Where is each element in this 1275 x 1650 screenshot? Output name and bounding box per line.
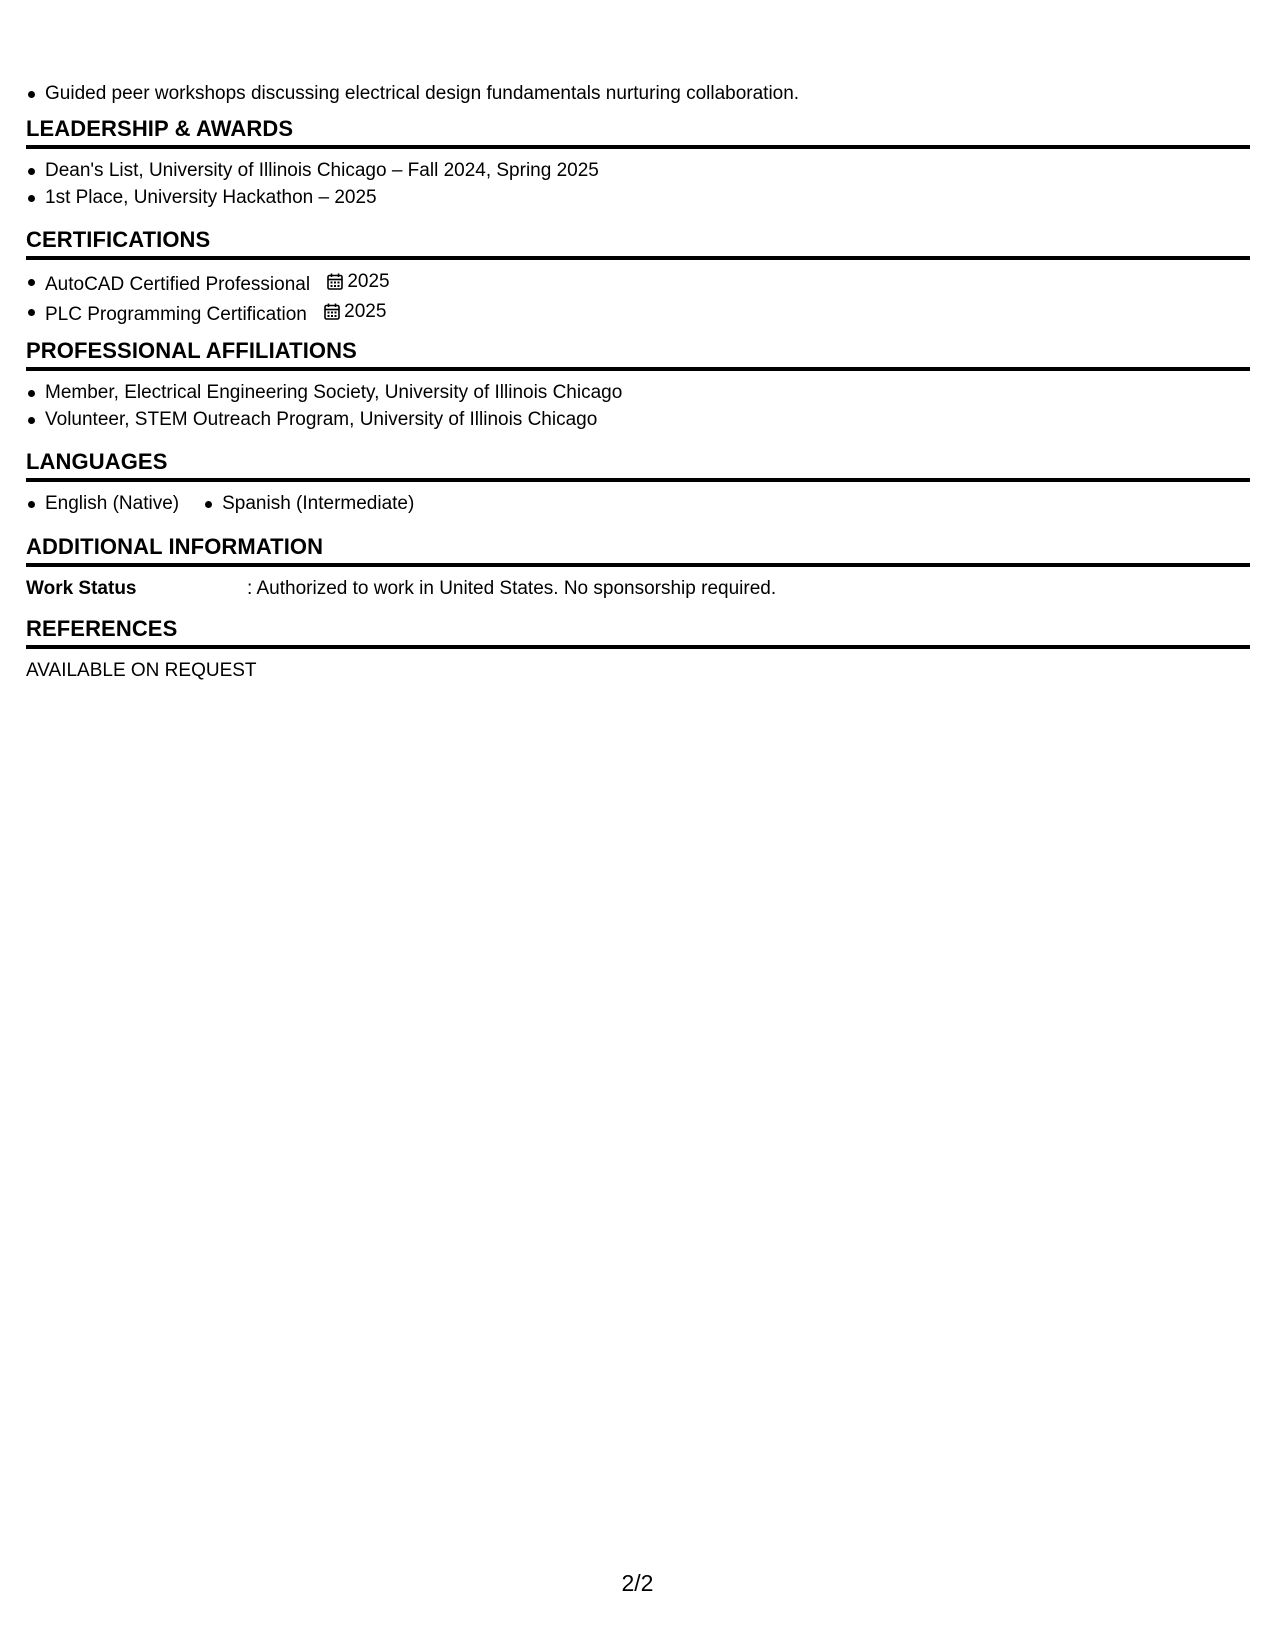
language-item: Spanish (Intermediate) (203, 490, 414, 517)
leadership-list (26, 157, 1250, 211)
section-divider (26, 256, 1250, 260)
page-number: 2/2 (621, 1570, 654, 1596)
leadership-section (26, 115, 1250, 211)
section-title: CERTIFICATIONS (26, 227, 211, 252)
section-divider (26, 478, 1250, 482)
info-key: Work Status (26, 578, 137, 599)
section-title: REFERENCES (26, 616, 178, 641)
certification-year: 2025 (344, 301, 387, 322)
certifications-list (26, 268, 1250, 328)
certification-year: 2025 (347, 271, 390, 292)
references-text: AVAILABLE ON REQUEST (26, 660, 257, 681)
section-divider (26, 145, 1250, 149)
section-title: LEADERSHIP & AWARDS (26, 116, 294, 141)
info-row (26, 575, 1250, 602)
section-divider (26, 367, 1250, 371)
certification-date (324, 298, 386, 325)
certification-date (327, 268, 389, 295)
certification-name: PLC Programming Certification (45, 304, 307, 325)
section-divider (26, 563, 1250, 567)
list-item: Member, Electrical Engineering Society, University of Illinois Chicago (26, 379, 1250, 406)
section-title: PROFESSIONAL AFFILIATIONS (26, 338, 357, 363)
language-item: English (Native) (26, 490, 179, 517)
list-item: Volunteer, STEM Outreach Program, University of Illinois Chicago (26, 406, 1250, 433)
affiliations-section (26, 337, 1250, 433)
languages-list (26, 490, 1250, 517)
calendar-icon (324, 303, 340, 320)
list-item: 1st Place, University Hackathon – 2025 (26, 184, 1250, 211)
affiliations-list (26, 379, 1250, 433)
certification-item (26, 298, 1250, 328)
certification-item (26, 268, 1250, 298)
intro-bullet-list (26, 80, 1250, 107)
info-value: : Authorized to work in United States. No sponsorship required. (247, 578, 777, 599)
section-divider (26, 645, 1250, 649)
list-item: Dean's List, University of Illinois Chicago – Fall 2024, Spring 2025 (26, 157, 1250, 184)
languages-section (26, 448, 1250, 517)
section-title: LANGUAGES (26, 449, 168, 474)
additional-info-section (26, 533, 1250, 602)
list-item: Guided peer workshops discussing electrical design fundamentals nurturing collaboration. (26, 80, 1250, 107)
certifications-section (26, 226, 1250, 328)
references-section (26, 615, 1250, 684)
section-title: ADDITIONAL INFORMATION (26, 534, 324, 559)
certification-name: AutoCAD Certified Professional (45, 274, 311, 295)
calendar-icon (327, 273, 343, 290)
